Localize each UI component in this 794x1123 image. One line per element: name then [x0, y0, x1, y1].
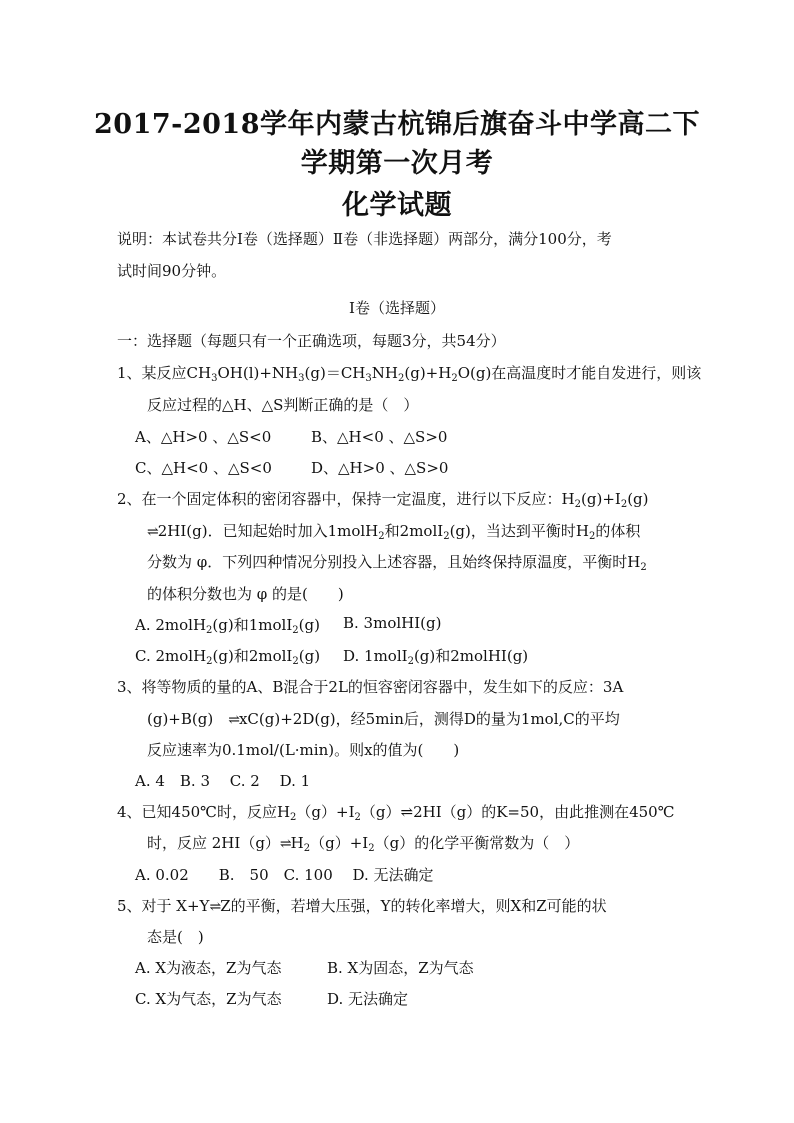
q2-option-a: A. 2molH$_2$(g)和1molI$_2$(g)	[135, 616, 320, 636]
q3-options: A. 4 B. 3 C. 2 D. 1	[135, 772, 311, 790]
q2-line-1: 2、在一个固定体积的密闭容器中，保持一定温度，进行以下反应：$H_2(g)+I_2(g)$	[117, 490, 649, 510]
q3-line-2: (g)+B(g) ⇌xC(g)+2D(g)，经5min后，测得D的量为1mol,C的平均	[147, 710, 620, 728]
q2-option-c: C. 2molH$_2$(g)和2molI$_2$(g)	[135, 647, 321, 667]
q5-option-a: A. X为液态，Z为气态	[135, 959, 282, 977]
q1-option-c: C、△H<0 、△S<0	[135, 459, 272, 477]
title-line-3: 化学试题	[342, 190, 452, 221]
equilibrium-arrow-icon: ⇌	[209, 899, 221, 915]
part-heading: 一：选择题（每题只有一个正确选项，每题3分，共54分）	[117, 332, 506, 350]
q1-line-1: 1、某反应$CH_3OH(l)+NH_3(g)=CH_3NH_2(g)+H_2O(g)$在高温度时才能自发进行，则该	[117, 364, 702, 384]
q5-option-c: C. X为气态，Z为气态	[135, 990, 282, 1008]
q2-line-3: 分数为 φ．下列四种情况分别投入上述容器，且始终保持原温度，平衡时$H_2$	[147, 553, 647, 573]
q1-option-b: B、△H<0 、△S>0	[311, 428, 448, 446]
q5-line-2: 态是( )	[147, 928, 204, 946]
q3-line-1: 3、将等物质的量的A、B混合于2L的恒容密闭容器中，发生如下的反应：3A	[117, 678, 624, 696]
q2-line-4: 的体积分数也为 φ 的是( )	[147, 585, 344, 603]
instructions-line-1: 说明：本试卷共分Ⅰ卷（选择题）Ⅱ卷（非选择题）两部分，满分100分，考	[117, 230, 612, 248]
q4-line-2: 时，反应 $2HI(g)\rightleftharpoons H_2(g)+I_2(g)$的化学平衡常数为（ ）	[147, 834, 580, 854]
q2-line-2: ⇌2HI(g)．已知起始时加入1molH$_2$和2molI$_2$(g)，当达到平衡时$H_2$的体积	[147, 522, 641, 542]
section-title: Ⅰ卷（选择题）	[349, 299, 445, 317]
equilibrium-arrow-icon: ⇌	[147, 524, 158, 540]
title-line-2: 学期第一次月考	[300, 148, 494, 179]
title-line-1: 2017-2018学年内蒙古杭锦后旗奋斗中学高二下	[94, 109, 700, 140]
q5-option-d: D. 无法确定	[327, 990, 409, 1008]
q1-line-2: 反应过程的△H、△S判断正确的是（ ）	[147, 396, 419, 414]
q1-option-a: A、△H>0 、△S<0	[135, 428, 272, 446]
equilibrium-arrow-icon: ⇌	[228, 712, 239, 728]
q2-option-b: B. 3molHI(g)	[343, 614, 442, 632]
instructions-line-2: 试时间90分钟。	[117, 262, 227, 280]
q5-line-1: 5、对于 X+Y⇌Z的平衡，若增大压强，Y的转化率增大，则X和Z可能的状	[117, 897, 607, 915]
q2-option-d: D. 1molI$_2$(g)和2molHI(g)	[343, 647, 529, 667]
q3-line-3: 反应速率为0.1mol/(L·min)。则x的值为( )	[147, 741, 460, 759]
q1-option-d: D、△H>0 、△S>0	[311, 459, 449, 477]
equilibrium-arrow-icon: ⇌	[279, 836, 291, 852]
q5-option-b: B. X为固态，Z为气态	[327, 959, 474, 977]
q4-line-1: 4、已知450℃时，反应$H_2(g)+I_2(g)\rightleftharpoons 2HI(g)$的K=50，由此推测在450℃	[117, 803, 675, 823]
q4-options: A. 0.02 B. 50 C. 100 D. 无法确定	[135, 866, 434, 884]
